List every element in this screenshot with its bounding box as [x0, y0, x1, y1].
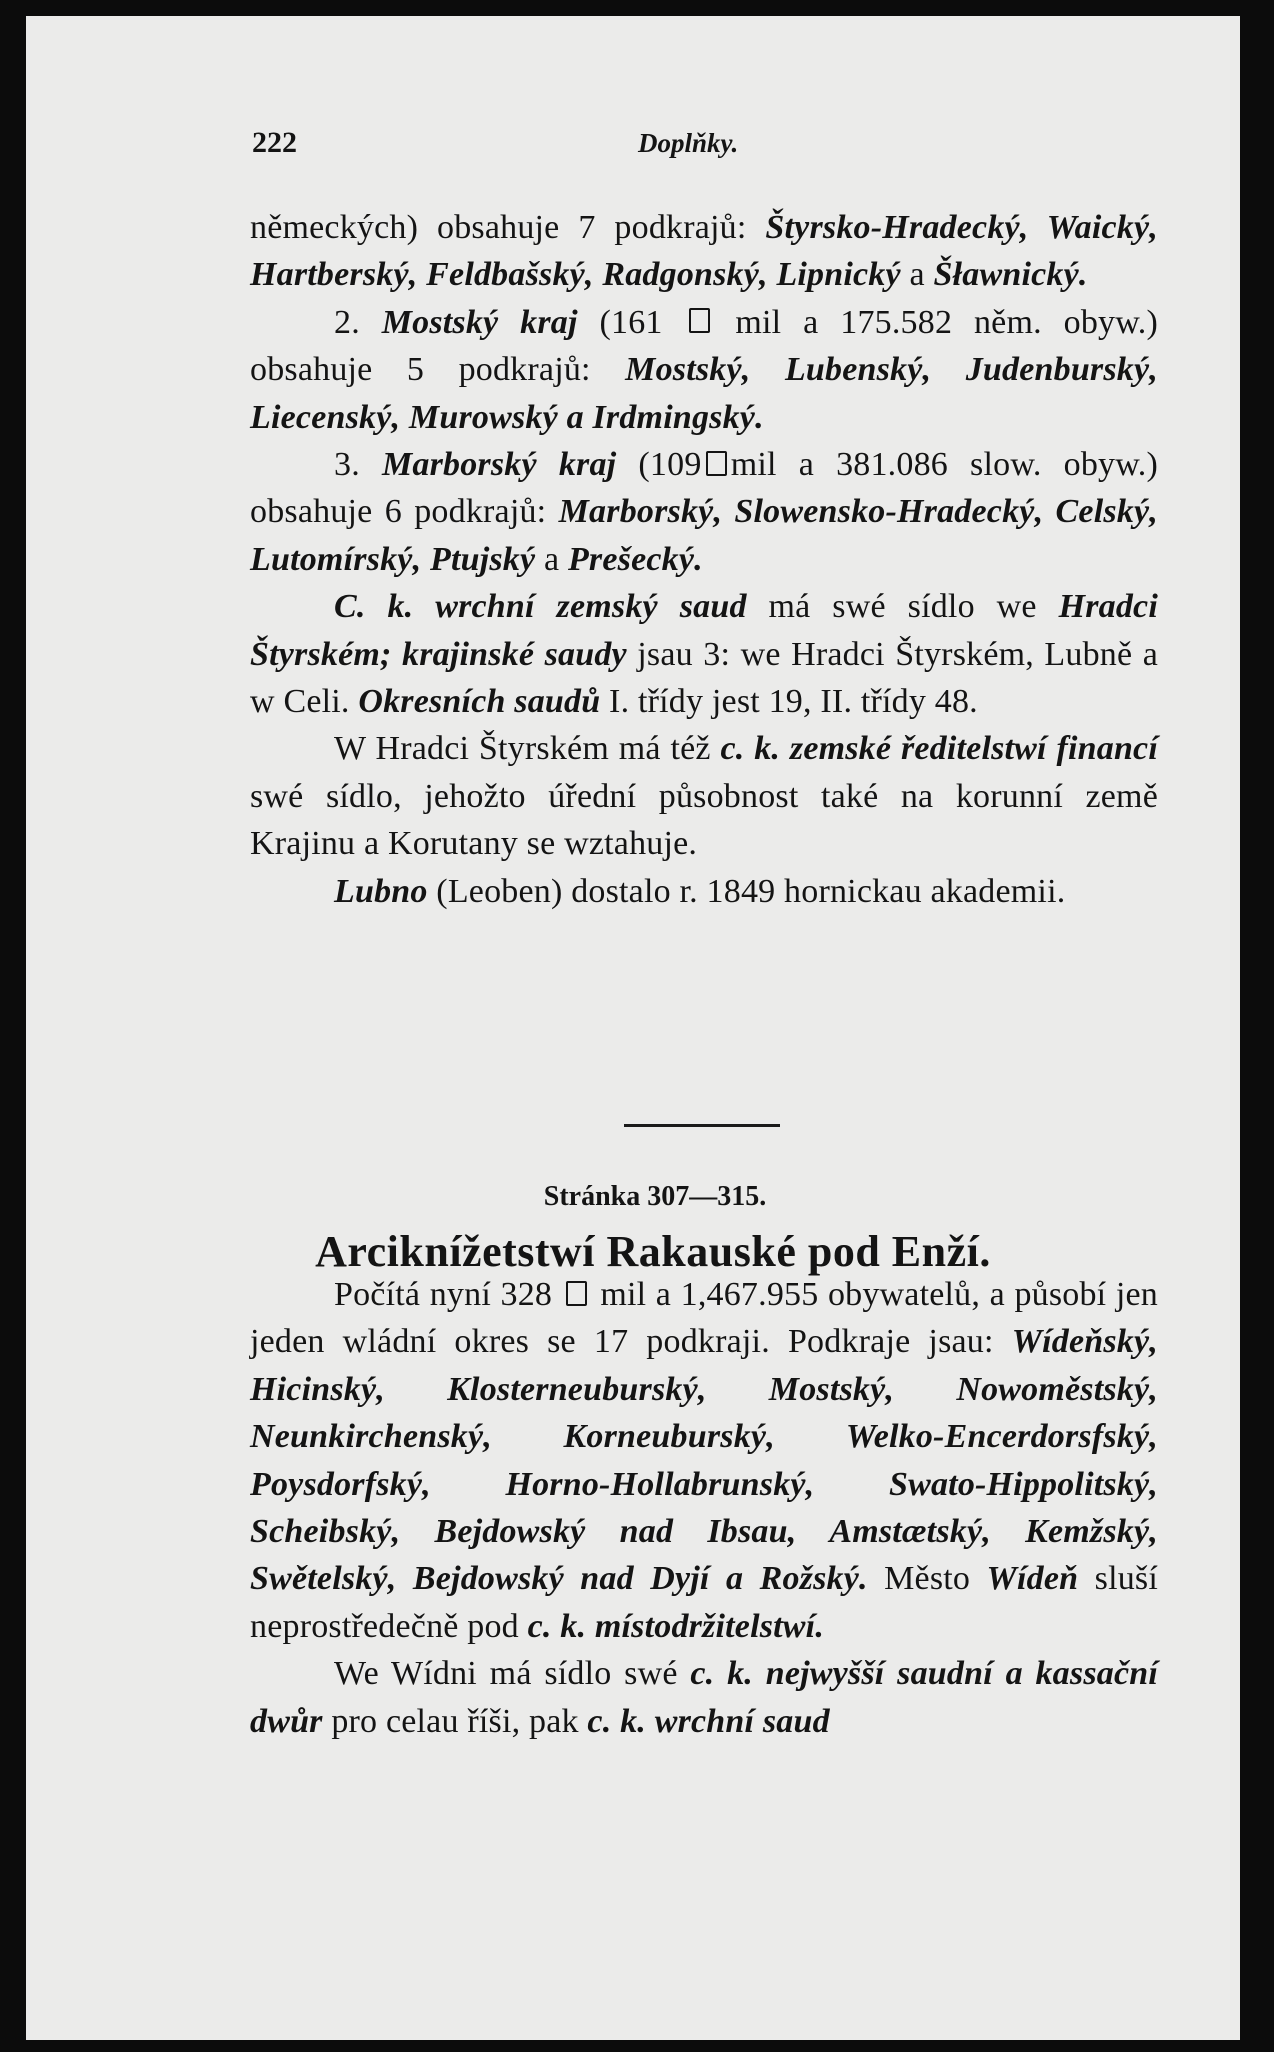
emphasis-text: Lubno	[334, 872, 428, 910]
paragraph: Lubno (Leoben) dostalo r. 1849 hornickau akademii.	[334, 872, 1066, 910]
square-mile-symbol	[689, 308, 710, 333]
emphasis-text: C. k. wrchní zemský saud	[334, 588, 747, 626]
paragraph: C. k. wrchní zemský saud má swé sídlo we Hradci Štyrském; krajinské saudy jsau 3: we Hradci Štyrském, Lubně a w Celi. Okresních saudů I. třídy jest 19, II. třídy 48.	[250, 588, 1158, 721]
emphasis-text: Prešecký.	[567, 540, 703, 578]
book-page	[26, 16, 1240, 2040]
emphasis-text: Okresních saudů	[358, 683, 601, 721]
page-reference: Stránka 307—315.	[543, 1181, 767, 1212]
paragraph: německých) obsahuje 7 podkrajů: Štyrsko-Hradecký, Waický, Hartberský, Feldbašský, Radgonský, Lipnický a Šławnický.	[250, 209, 1159, 294]
emphasis-text: Hradci Štyrském; krajinské saudy	[250, 588, 1158, 673]
paragraph: W Hradci Štyrském má též c. k. zemské ředitelstwí financí swé sídlo, jehožto úřední působnost také na korunní země Krajinu a Korutany se wztahuje.	[250, 730, 1158, 863]
emphasis-text: c. k. místodržitelstwí.	[527, 1607, 825, 1645]
emphasis-text: c. k. zemské ředitelstwí financí	[720, 730, 1158, 768]
paragraph: We Wídni má sídlo swé c. k. nejwyšší saudní a kassační dwůr pro celau říši, pak c. k. wrchní saud	[250, 1655, 1158, 1740]
emphasis-text: Šławnický.	[933, 256, 1088, 294]
emphasis-text: Štyrsko-Hradecký, Waický, Hartberský, Feldbašský, Radgonský, Lipnický	[250, 209, 1159, 294]
emphasis-text: Mostský kraj	[381, 303, 578, 341]
page-number: 222	[252, 126, 297, 159]
section-title: Arciknížetstwí Rakauské pod Enží.	[315, 1227, 991, 1276]
section-divider	[624, 1124, 780, 1127]
emphasis-text: Marborský, Slowensko-Hradecký, Celský, Lutomírský, Ptujský	[250, 493, 1158, 578]
page-header	[26, 126, 1240, 176]
emphasis-text: Marborský kraj	[381, 446, 617, 484]
paragraph: 2. Mostský kraj (161 mil a 175.582 něm. obyw.) obsahuje 5 podkrajů: Mostský, Lubenský, Judenburský, Liecenský, Murowský a Irdmingský.	[250, 303, 1158, 436]
running-title: Doplňky.	[638, 128, 739, 158]
square-mile-symbol	[566, 1281, 587, 1306]
emphasis-text: c. k. wrchní saud	[587, 1702, 830, 1740]
emphasis-text: Wídeňský, Hicinský, Klosterneuburský, Mostský, Nowoměstský, Neunkirchenský, Korneuburský, Welko-Encerdorsfský, Poysdorfský, Horno-Hollabrunský, Swato-Hippolitský, Scheibský, Bejdowský nad Ibsau, Amstætský, Kemžský, Swětelský, Bejdowský nad Dyjí a Rožský.	[250, 1323, 1158, 1598]
text-block-austria	[250, 1271, 1158, 1745]
text-block-styria	[250, 204, 1158, 915]
emphasis-text: Wídeň	[986, 1560, 1079, 1598]
paragraph: 3. Marborský kraj (109 mil a 381.086 slow. obyw.) obsahuje 6 podkrajů: Marborský, Slowensko-Hradecký, Celský, Lutomírský, Ptujský a Prešecký.	[250, 446, 1158, 578]
paragraph: Počítá nyní 328 mil a 1,467.955 obywatelů, a působí jen jeden wládní okres se 17 podkraji. Podkraje jsau: Wídeňský, Hicinský, Klosterneuburský, Mostský, Nowoměstský, Neunkirchenský, Korneuburský, Welko-Encerdorsfský, Poysdorfský, Horno-Hollabrunský, Swato-Hippolitský, Scheibský, Bejdowský nad Ibsau, Amstætský, Kemžský, Swětelský, Bejdowský nad Dyjí a Rožský. Město Wídeň sluší neprostředečně pod c. k. místodržitelstwí.	[250, 1276, 1158, 1645]
emphasis-text: Mostský, Lubenský, Judenburský, Liecenský, Murowský a Irdmingský.	[250, 351, 1158, 436]
square-mile-symbol	[706, 451, 727, 476]
emphasis-text: c. k. nejwyšší saudní a kassační dwůr	[250, 1655, 1158, 1740]
